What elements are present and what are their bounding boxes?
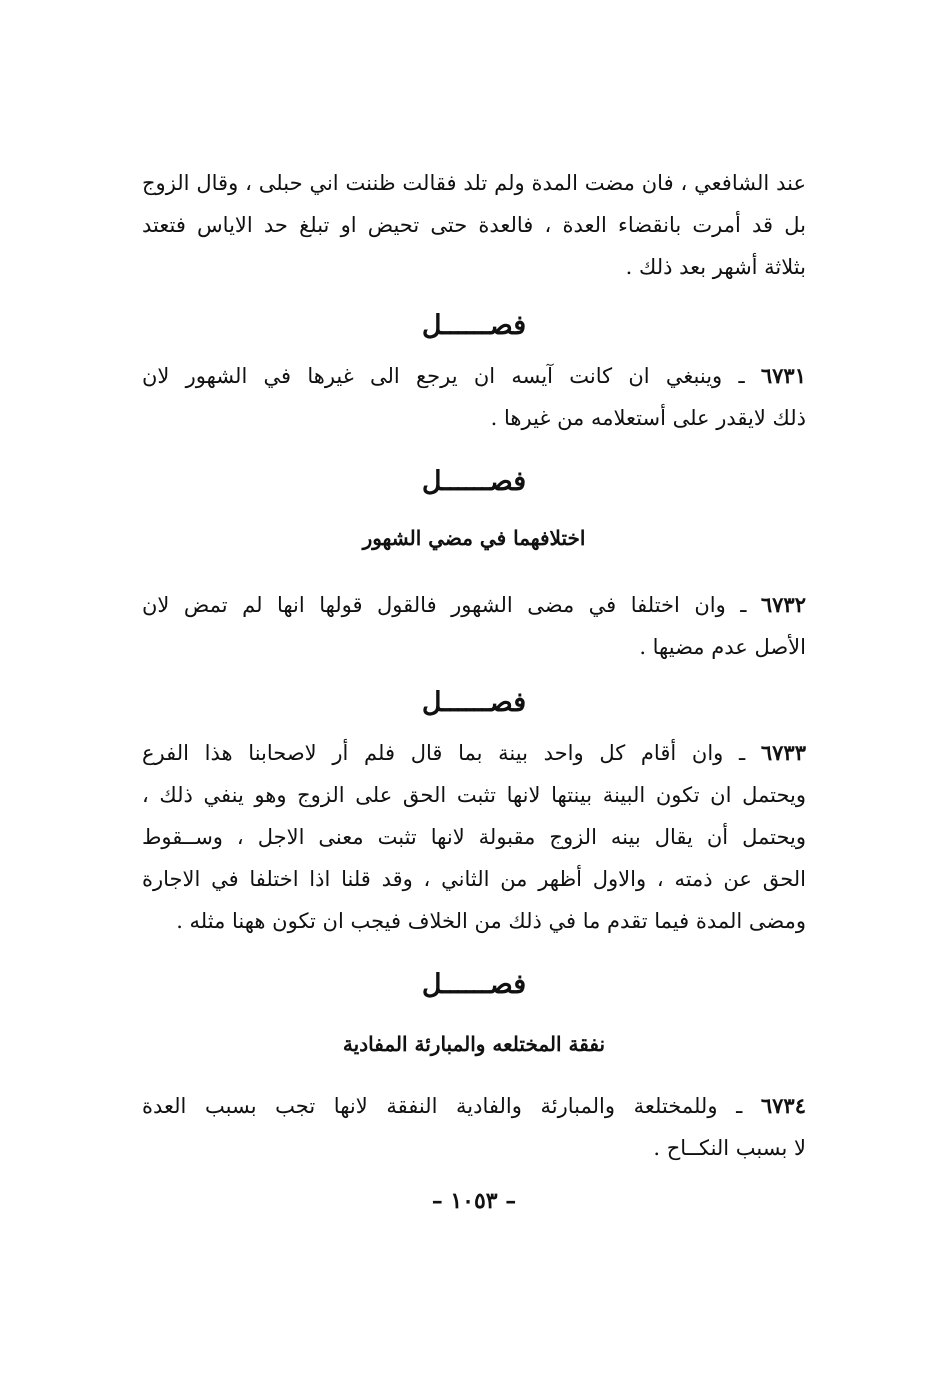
section-heading: فصــــــل	[421, 687, 527, 718]
section-heading: فصــــــل	[421, 466, 527, 497]
paragraph-number: ٦٧٣٤	[760, 1093, 806, 1118]
paragraph-6734-line-1	[142, 1088, 806, 1124]
text-line: عند الشافعي ، فان مضت المدة ولم تلد فقالت ظننت اني حبلى ، وقال الزوج	[142, 171, 806, 195]
section-subtitle: نفقة المختلعه والمبارئة المفادية	[342, 1032, 606, 1056]
section-heading: فصــــــل	[421, 969, 527, 1000]
paragraph-number: ٦٧٣١	[760, 363, 806, 388]
text-line: ويحتمل أن يقال بينه الزوج مقبولة لانها تثبت معنى الاجل ، وســقوط	[142, 825, 806, 849]
section-subtitle: اختلافهما في مضي الشهور	[362, 526, 586, 550]
paragraph-6732-line-1	[142, 587, 806, 623]
page-number: – ١٠٥٣ –	[431, 1188, 517, 1214]
paragraph-6733-line-1	[142, 735, 806, 771]
text-span: ـ وان اختلفا في مضى الشهور فالقول قولها انها لم تمض لان	[142, 593, 747, 617]
text-line: بثلاثة أشهر بعد ذلك .	[625, 255, 806, 279]
text-line: ومضى المدة فيما تقدم ما في ذلك من الخلاف فيجب ان تكون ههنا مثله .	[176, 909, 806, 933]
text-line: ذلك لايقدر على أستعلامه من غيرها .	[490, 406, 806, 430]
text-line: الحق عن ذمته ، والاول أظهر من الثاني ، وقد قلنا اذا اختلفا في الاجارة	[142, 867, 806, 891]
text-span: ـ وللمختلعة والمبارئة والفادية النفقة لانها تجب بسبب العدة	[142, 1094, 743, 1118]
paragraph-6731-line-1	[142, 358, 806, 394]
text-span: ـ وينبغي ان كانت آيسه ان يرجع الى غيرها في الشهور لان	[142, 364, 745, 388]
paragraph-number: ٦٧٣٢	[760, 592, 806, 617]
text-span: ـ وان أقام كل واحد بينة بما قال فلم أر لاصحابنا هذا الفرع	[142, 741, 746, 765]
text-line: ويحتمل ان تكون البينة بينتها لانها تثبت الحق على الزوج وهو ينفي ذلك ،	[142, 783, 806, 807]
paragraph-number: ٦٧٣٣	[760, 740, 806, 765]
text-line: الأصل عدم مضيها .	[639, 635, 806, 659]
section-heading: فصــــــل	[421, 310, 527, 341]
text-line: بل قد أمرت بانقضاء العدة ، فالعدة حتى تحيض او تبلغ حد الاياس فتعتد	[142, 213, 806, 237]
text-line: لا بسبب النكــاح .	[653, 1136, 806, 1160]
